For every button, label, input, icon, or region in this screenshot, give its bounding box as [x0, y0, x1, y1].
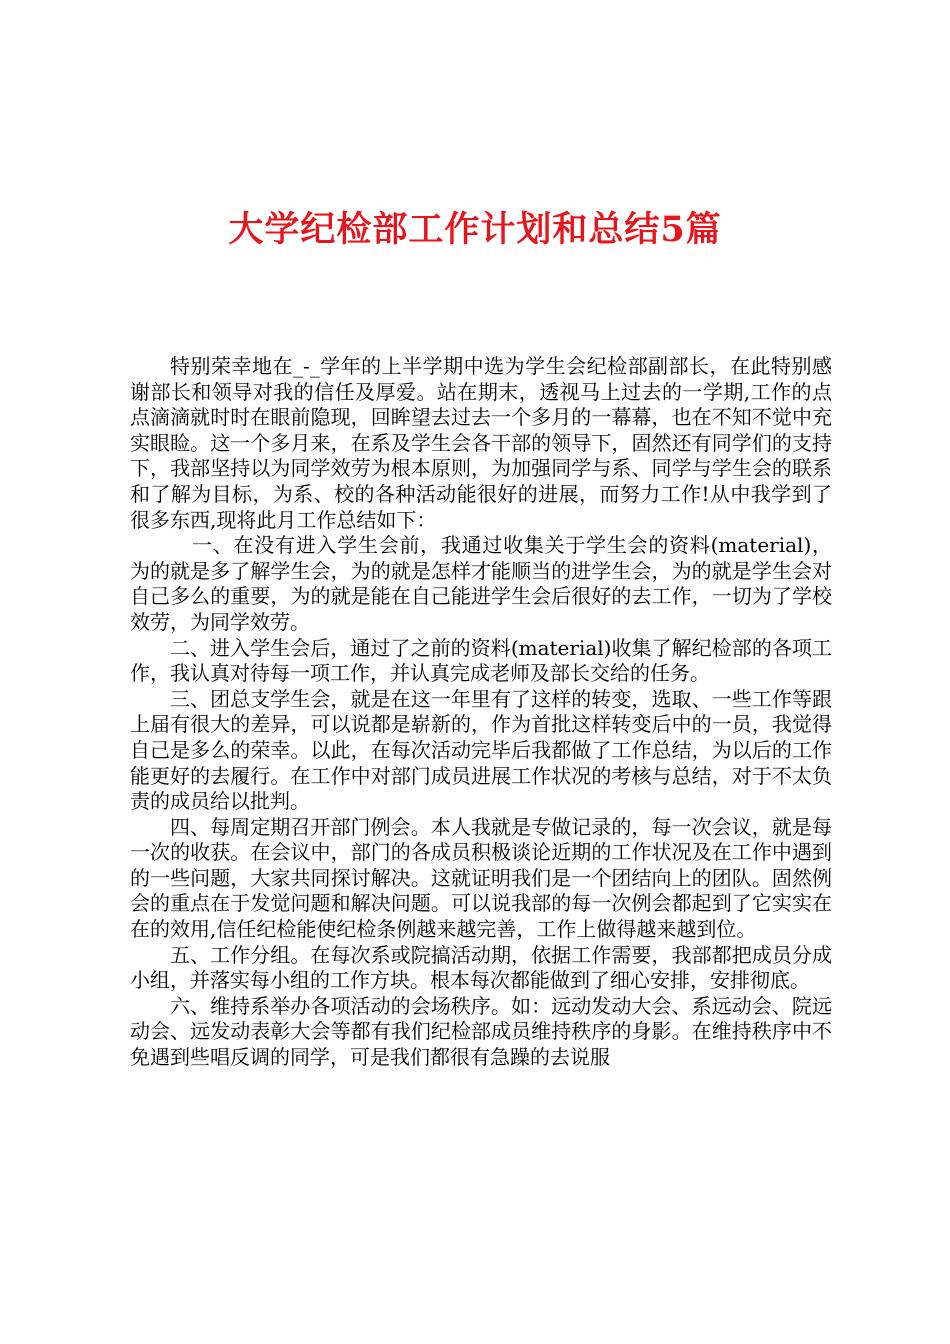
paragraph: 四、每周定期召开部门例会。本人我就是专做记录的，每一次会议，就是每一次的收获。在会议中，部门的各成员积极谈论近期的工作状况及在工作中遇到的一些问题，大家共同探讨解决。这就证明我们是一个团结向上的团队。固然例会的重点在于发觉问题和解决问题。可以说我部的每一次例会都起到了它实实在在的效用,信任纪检能使纪检条例越来越完善，工作上做得越来越到位。: [130, 814, 832, 942]
paragraph: 六、维持系举办各项活动的会场秩序。如：远动发动大会、系远动会、院远动会、远发动表彰大会等都有我们纪检部成员维持秩序的身影。在维持秩序中不免遇到些唱反调的同学，可是我们都很有急躁的去说服: [130, 993, 832, 1070]
paragraph: 五、工作分组。在每次系或院搞活动期，依据工作需要，我部都把成员分成小组，并落实每小组的工作方块。根本每次都能做到了细心安排，安排彻底。: [130, 942, 832, 993]
document-title: 大学纪检部工作计划和总结5篇: [228, 209, 722, 250]
document-body: [130, 354, 832, 1071]
paragraph: 三、团总支学生会，就是在这一年里有了这样的转变，选取、一些工作等跟上届有很大的差异，可以说都是崭新的，作为首批这样转变后中的一员，我觉得自己是多么的荣幸。以此，在每次活动完毕后我都做了工作总结，为以后的工作能更好的去履行。在工作中对部门成员进展工作状况的考核与总结，对于不太负责的成员给以批判。: [130, 686, 832, 814]
paragraph: 一、在没有进入学生会前，我通过收集关于学生会的资料(material)，为的就是多了解学生会，为的就是怎样才能顺当的进学生会，为的就是学生会对自己多么的重要，为的就是能在自己能进学生会后很好的去工作，一切为了学校效劳，为同学效劳。: [130, 533, 832, 634]
paragraph: 特别荣幸地在_-_学年的上半学期中选为学生会纪检部副部长，在此特别感谢部长和领导对我的信任及厚爱。站在期末，透视马上过去的一学期,工作的点点滴滴就时时在眼前隐现，回眸望去过去一个多月的一幕幕，也在不知不觉中充实眼睑。这一个多月来，在系及学生会各干部的领导下，固然还有同学们的支持下，我部坚持以为同学效劳为根本原则，为加强同学与系、同学与学生会的联系和了解为目标，为系、校的各种活动能很好的进展，而努力工作!从中我学到了很多东西,现将此月工作总结如下：: [130, 354, 832, 532]
paragraph: 二、进入学生会后，通过了之前的资料(material)收集了解纪检部的各项工作，我认真对待每一项工作，并认真完成老师及部长交给的任务。: [130, 635, 832, 686]
